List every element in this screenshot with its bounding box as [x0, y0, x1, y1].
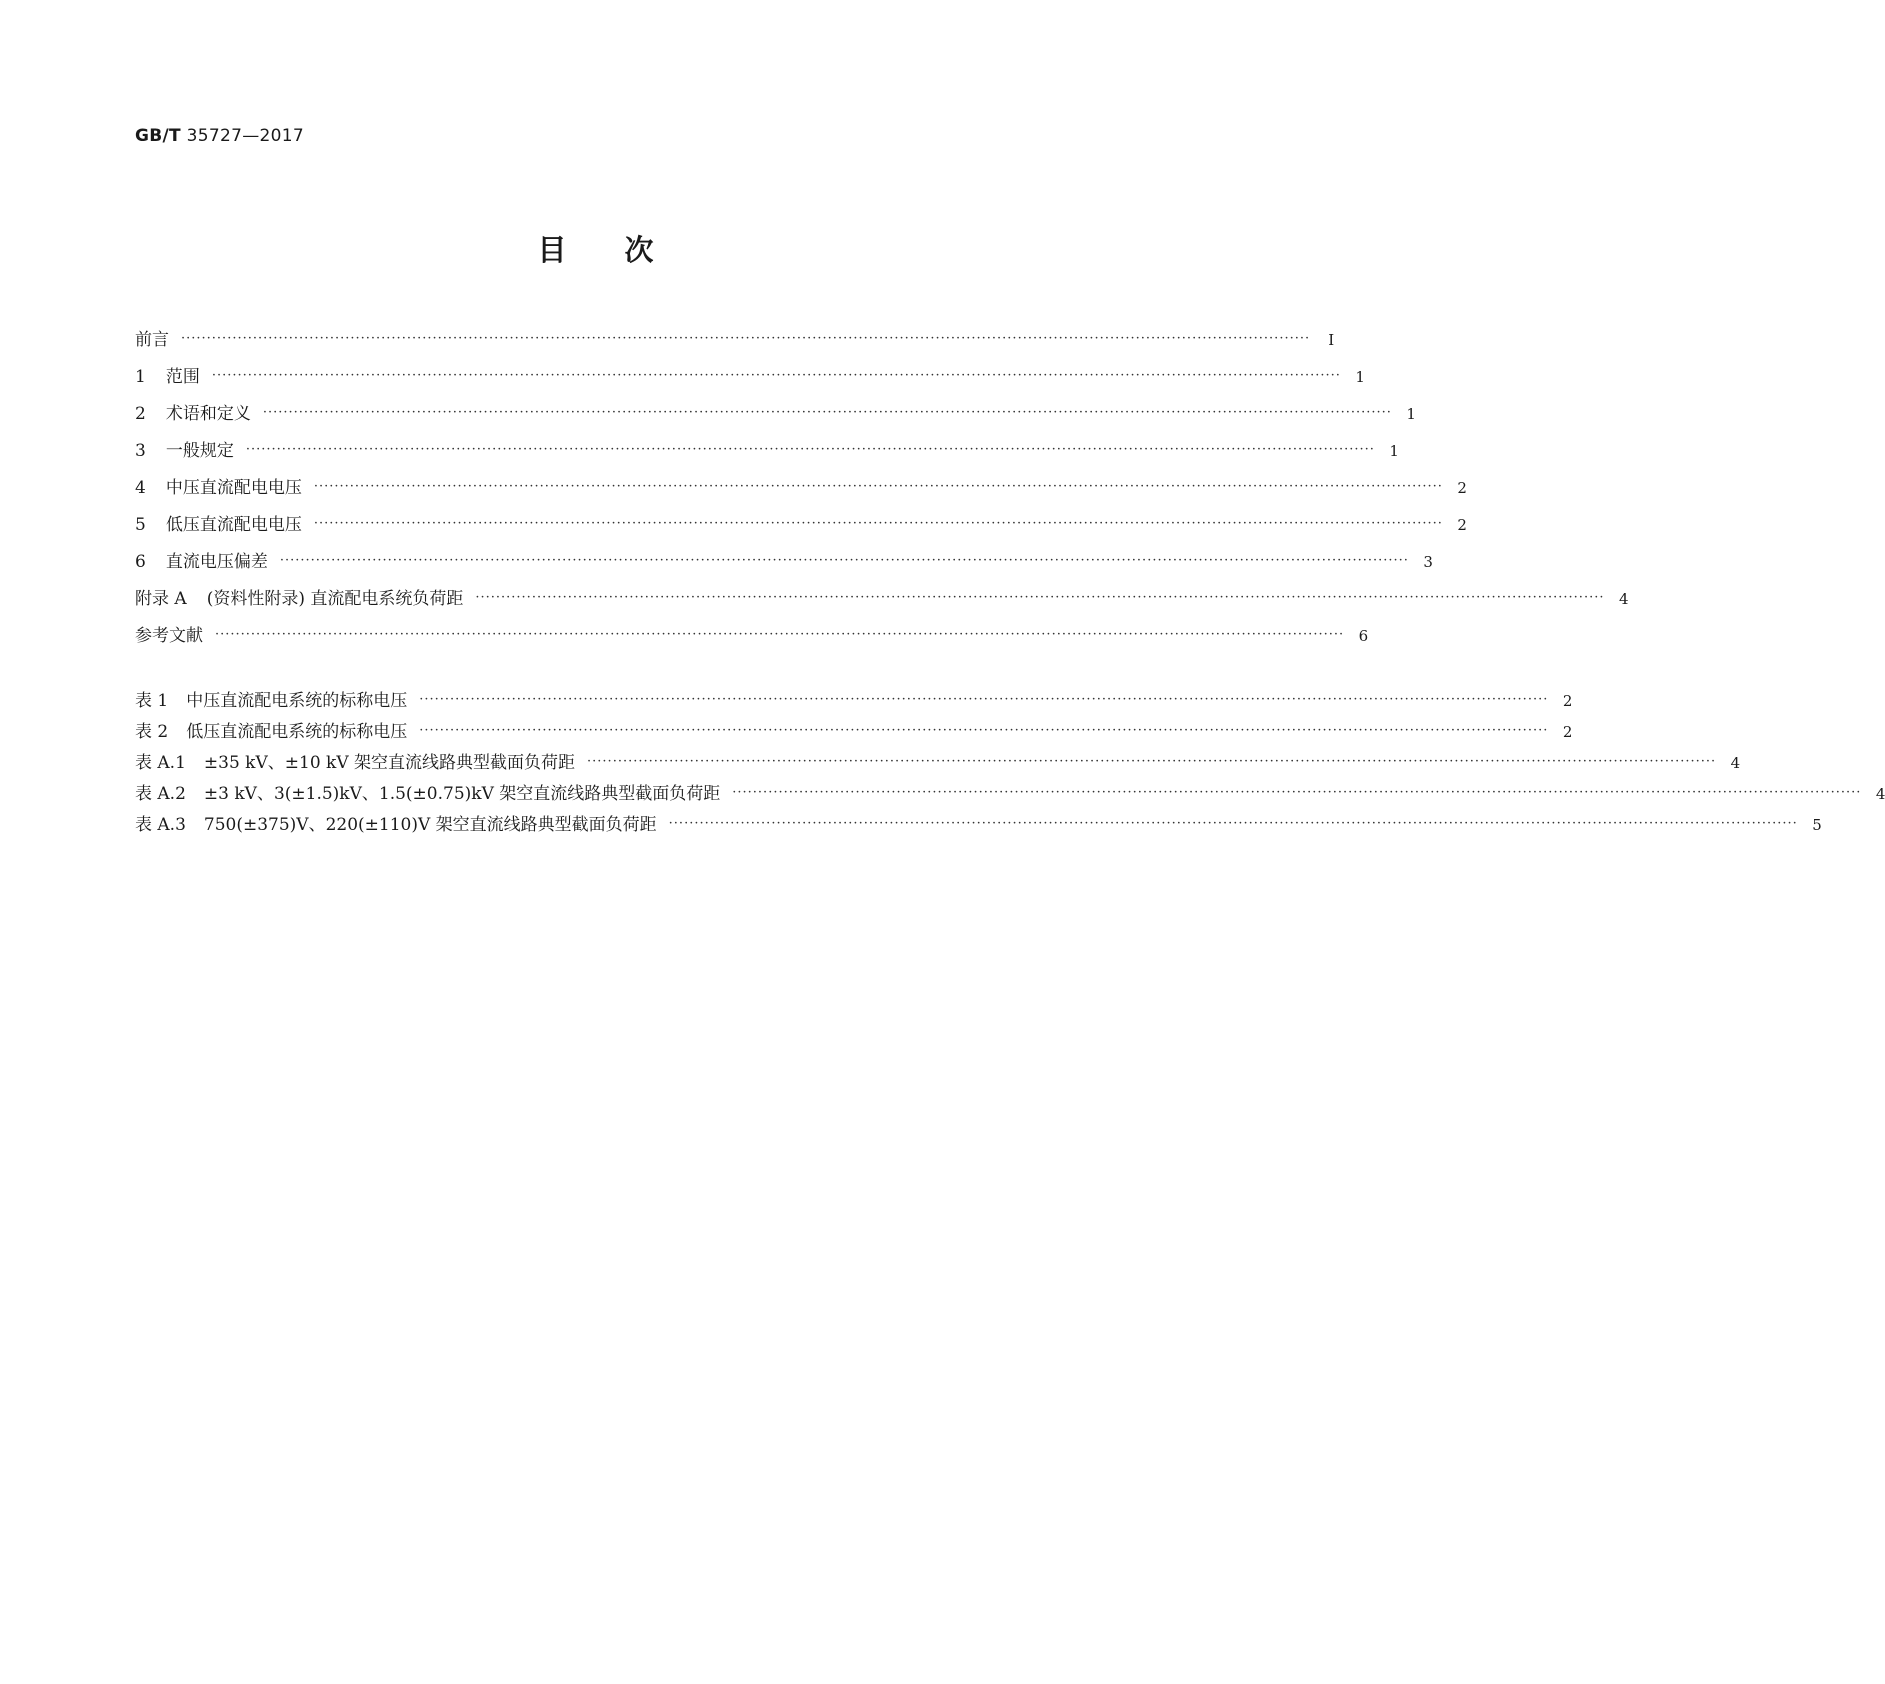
- entry-title: 750(±375)V、220(±110)V 架空直流线路典型截面负荷距: [203, 815, 657, 835]
- entry-label: [135, 325, 169, 350]
- document-code: [135, 126, 304, 146]
- page-number: 2: [1562, 723, 1573, 741]
- entry-label: [135, 748, 575, 773]
- table-list-entry[interactable]: [135, 810, 1822, 841]
- entry-label: [135, 686, 407, 711]
- page-number: 2: [1457, 479, 1467, 497]
- entry-title: 术语和定义: [165, 404, 251, 424]
- toc-entry[interactable]: [135, 510, 1467, 547]
- dot-leader: ····························································································································································································································: [732, 785, 1862, 800]
- entry-number: 6: [135, 552, 146, 572]
- page-number: 6: [1358, 627, 1369, 645]
- entry-title: ±35 kV、±10 kV 架空直流线路典型截面负荷距: [203, 753, 576, 773]
- entry-title: 范围: [165, 367, 200, 387]
- dot-leader: ····························································································································································································································: [668, 816, 1798, 831]
- section-divider: [135, 658, 1060, 686]
- entry-title: ±3 kV、3(±1.5)kV、1.5(±0.75)kV 架空直流线路典型截面负荷距: [203, 784, 721, 804]
- entry-number: 附录 A: [135, 589, 187, 609]
- dot-leader: ····························································································································································································································: [262, 405, 1392, 420]
- standard-number: 35727—2017: [186, 126, 304, 146]
- entry-number: 表 A.1: [135, 753, 186, 773]
- dot-leader: ····························································································································································································································: [475, 590, 1605, 605]
- dot-leader: ····························································································································································································································: [587, 754, 1717, 769]
- table-list-entry[interactable]: [135, 686, 1573, 717]
- dot-leader: ····························································································································································································································: [211, 368, 1341, 383]
- entry-label: [135, 362, 200, 387]
- standard-prefix: GB/T: [135, 126, 181, 146]
- entry-number: 1: [135, 367, 146, 387]
- entry-title: 低压直流配电电压: [165, 515, 302, 535]
- tables-list: [135, 686, 1885, 841]
- entry-number: 2: [135, 404, 146, 424]
- entry-label: [135, 810, 657, 835]
- page-number: 4: [1618, 590, 1629, 608]
- page-number: 3: [1423, 553, 1433, 571]
- page-title: 目次: [537, 233, 712, 267]
- page-number: 1: [1389, 442, 1399, 460]
- entry-label: [135, 473, 302, 498]
- page-number: 4: [1730, 754, 1741, 772]
- table-list-entry[interactable]: [135, 779, 1885, 810]
- page-number: 2: [1562, 692, 1573, 710]
- page-number: 2: [1457, 516, 1467, 534]
- entry-number: 3: [135, 441, 146, 461]
- page-number: Ⅰ: [1328, 331, 1335, 349]
- entry-title: 前言: [135, 330, 169, 350]
- toc-entry[interactable]: [135, 399, 1416, 436]
- entry-label: [135, 510, 302, 535]
- entry-number: 表 2: [135, 722, 169, 742]
- entry-label: [135, 436, 234, 461]
- entry-label: [135, 779, 720, 804]
- dot-leader: ····························································································································································································································: [245, 442, 1375, 457]
- dot-leader: ····························································································································································································································: [181, 331, 1311, 346]
- toc-entry[interactable]: [135, 547, 1433, 584]
- toc-entry[interactable]: [135, 621, 1369, 658]
- entry-label: [135, 717, 407, 742]
- entry-title: 中压直流配电电压: [165, 478, 302, 498]
- dot-leader: ····························································································································································································································: [419, 692, 1549, 707]
- entry-title: 一般规定: [165, 441, 234, 461]
- toc-entry[interactable]: [135, 436, 1399, 473]
- toc-entry[interactable]: [135, 473, 1467, 510]
- dot-leader: ····························································································································································································································: [313, 479, 1443, 494]
- contents-list: [135, 325, 1629, 658]
- table-list-entry[interactable]: [135, 717, 1573, 748]
- table-list-entry[interactable]: [135, 748, 1741, 779]
- page-number: 1: [1355, 368, 1365, 386]
- entry-label: [135, 399, 251, 424]
- entry-title: 直流电压偏差: [165, 552, 268, 572]
- entry-label: [135, 547, 268, 572]
- page-number: 1: [1406, 405, 1416, 423]
- dot-leader: ····························································································································································································································: [419, 723, 1549, 738]
- dot-leader: ····························································································································································································································: [279, 553, 1409, 568]
- table-of-contents: [135, 325, 1885, 841]
- entry-title: 参考文献: [135, 626, 203, 646]
- entry-number: 表 A.2: [135, 784, 186, 804]
- toc-entry[interactable]: [135, 584, 1629, 621]
- page-number: 5: [1812, 816, 1822, 834]
- toc-entry[interactable]: [135, 325, 1335, 362]
- entry-number: 5: [135, 515, 146, 535]
- entry-number: 表 A.3: [135, 815, 186, 835]
- entry-label: [135, 621, 203, 646]
- toc-entry[interactable]: [135, 362, 1365, 399]
- entry-title: 中压直流配电系统的标称电压: [186, 691, 408, 711]
- entry-title: (资料性附录) 直流配电系统负荷距: [206, 589, 464, 609]
- entry-number: 表 1: [135, 691, 169, 711]
- dot-leader: ····························································································································································································································: [215, 627, 1345, 642]
- entry-label: [135, 584, 463, 609]
- entry-number: 4: [135, 478, 146, 498]
- page-number: 4: [1875, 785, 1885, 803]
- entry-title: 低压直流配电系统的标称电压: [186, 722, 408, 742]
- dot-leader: ····························································································································································································································: [313, 516, 1443, 531]
